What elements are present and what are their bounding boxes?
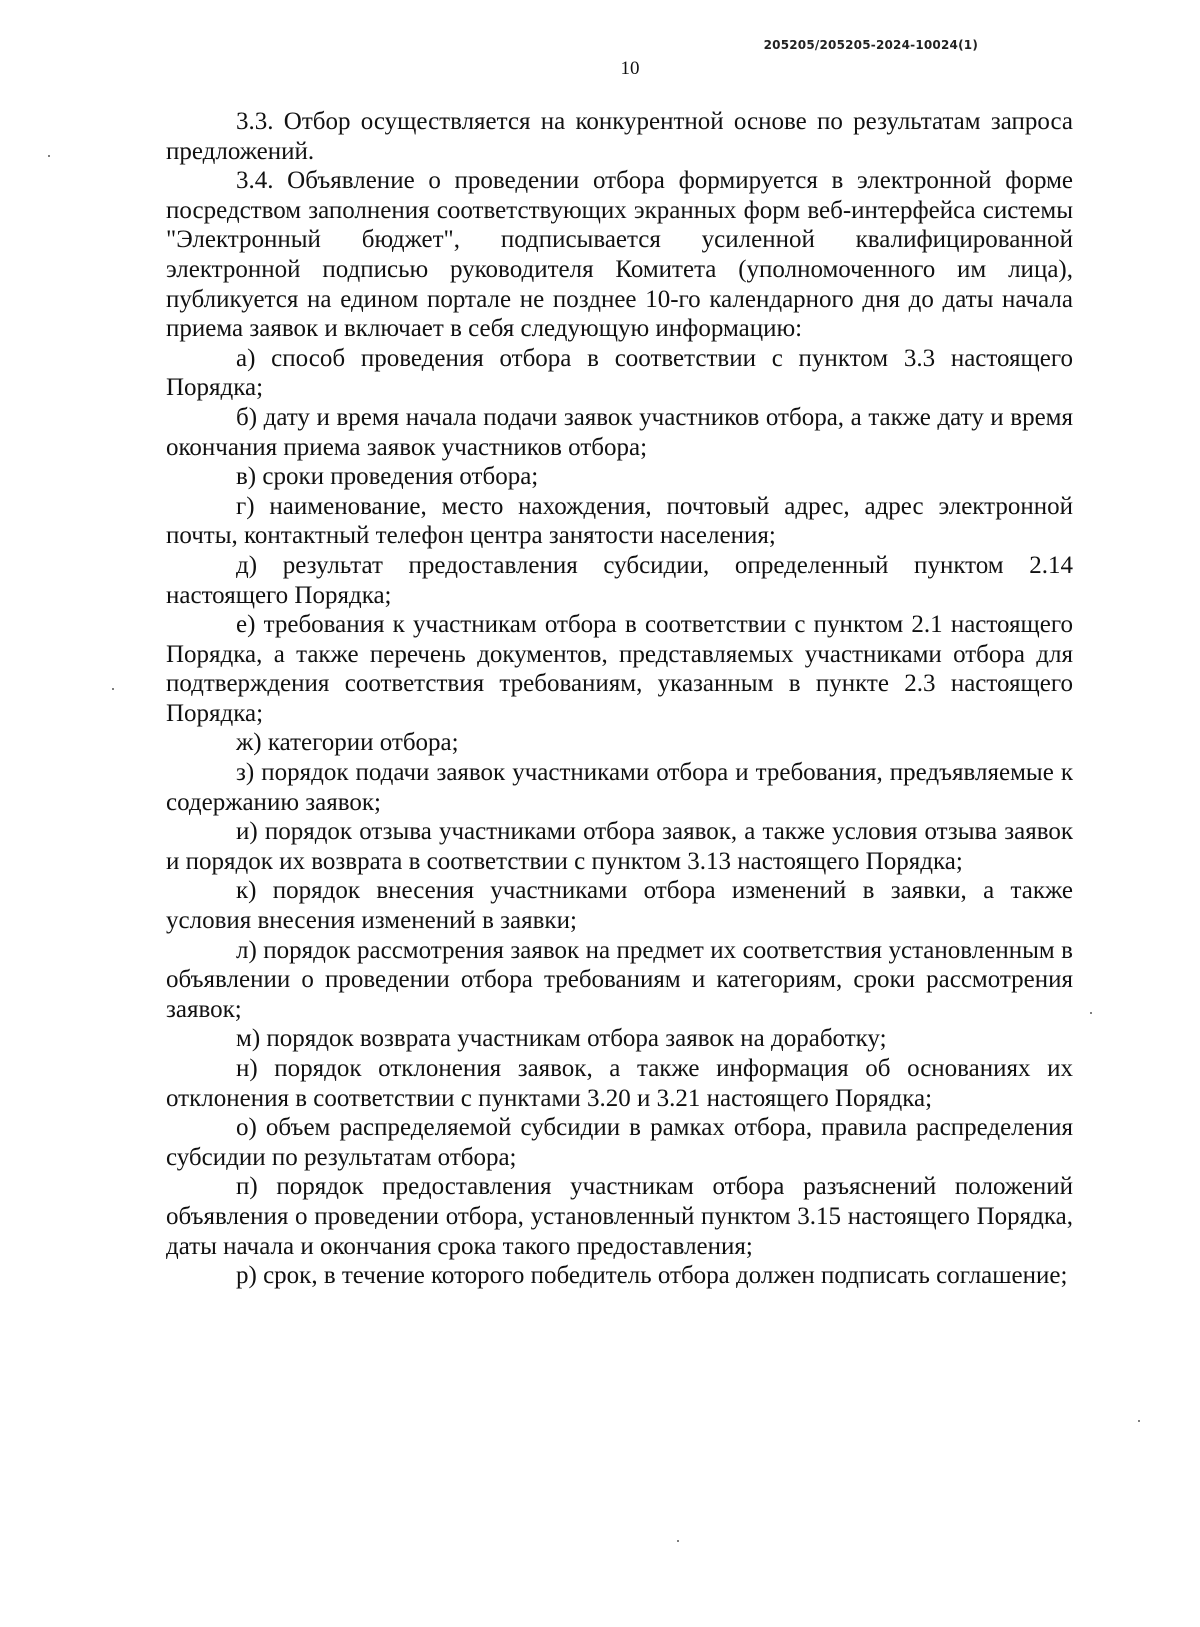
list-item-i: и) порядок отзыва участниками отбора заявок, а также условия отзыва заявок и порядок их возврата в соответствии с пунктом 3.13 настоящего Порядка; [166, 818, 1073, 875]
document-code: 205205/205205-2024-10024(1) [763, 38, 978, 52]
scan-speck [677, 1540, 679, 1542]
list-item-zh: ж) категории отбора; [236, 729, 459, 757]
scan-speck [112, 688, 114, 690]
list-item-k: к) порядок внесения участниками отбора изменений в заявки, а также условия внесения изменений в заявки; [166, 877, 1073, 935]
paragraph-3-3: 3.3. Отбор осуществляется на конкурентной основе по результатам запроса предложений. [166, 108, 1073, 165]
list-item-o: о) объем распределяемой субсидии в рамках отбора, правила распределения субсидии по результатам отбора; [166, 1114, 1073, 1171]
list-item-z: з) порядок подачи заявок участниками отбора и требования, предъявляемые к содержанию заявок; [166, 759, 1073, 816]
scan-speck [48, 155, 50, 157]
document-body [166, 107, 1073, 1291]
list-item-a: а) способ проведения отбора в соответствии с пунктом 3.3 настоящего Порядка; [166, 344, 1073, 402]
list-item-d: д) результат предоставления субсидии, определенный пунктом 2.14 настоящего Порядка; [166, 551, 1073, 609]
list-item-m: м) порядок возврата участникам отбора заявок на доработку; [236, 1025, 887, 1053]
list-item-p: п) порядок предоставления участникам отбора разъяснений положений объявления о проведении отбора, установленный пунктом 3.15 настоящего Порядка, даты начала и окончания срока такого предоставления; [166, 1173, 1073, 1260]
list-item-l: л) порядок рассмотрения заявок на предмет их соответствия установленным в объявлении о проведении отбора требованиям и категориям, сроки рассмотрения заявок; [166, 936, 1073, 1023]
page-number: 10 [620, 58, 640, 79]
list-item-b: б) дату и время начала подачи заявок участников отбора, а также дату и время окончания приема заявок участников отбора; [166, 403, 1073, 461]
list-item-n: н) порядок отклонения заявок, а также информация об основаниях их отклонения в соответствии с пунктами 3.20 и 3.21 настоящего Порядка; [166, 1055, 1073, 1112]
scan-speck [1138, 1420, 1140, 1422]
list-item-v: в) сроки проведения отбора; [236, 463, 539, 491]
list-item-r: р) срок, в течение которого победитель отбора должен подписать соглашение; [236, 1262, 1068, 1290]
list-item-e: е) требования к участникам отбора в соответствии с пунктом 2.1 настоящего Порядка, а также перечень документов, представляемых участниками отбора для подтверждения соответствия требованиям, указанным в пункте 2.3 настоящего Порядка; [166, 611, 1073, 727]
list-item-g: г) наименование, место нахождения, почтовый адрес, адрес электронной почты, контактный телефон центра занятости населения; [166, 492, 1073, 550]
paragraph-3-4: 3.4. Объявление о проведении отбора формируется в электронной форме посредством заполнения соответствующих экранных форм веб-интерфейса системы "Электронный бюджет", подписывается усиленной квалифицированной электронной подписью руководителя Комитета (уполномоченного им лица), публикуется на едином портале не позднее 10-го календарного дня до даты начала приема заявок и включает в себя следующую информацию: [166, 167, 1073, 343]
scan-speck [1090, 1012, 1092, 1014]
